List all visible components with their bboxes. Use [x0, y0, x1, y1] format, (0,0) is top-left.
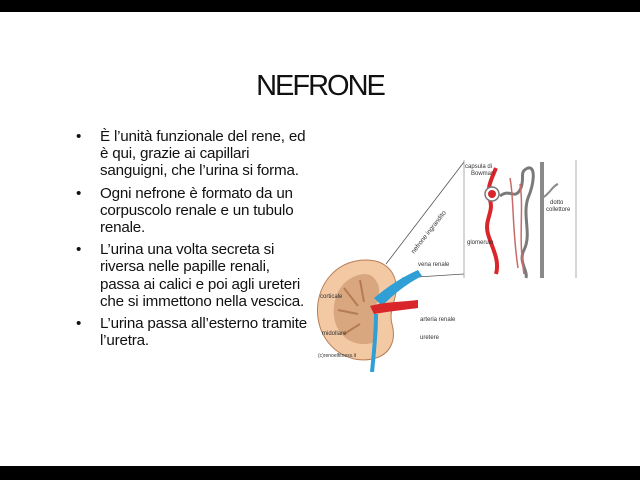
bullet-item — [76, 185, 308, 237]
collecting-duct-branch — [542, 184, 558, 198]
bullet-text: Ogni nefrone è formato da un corpuscolo renale e un tubulo renale. — [100, 184, 294, 237]
slide — [0, 12, 640, 466]
capillary — [510, 178, 518, 268]
afferent-artery — [487, 168, 497, 274]
bullet-text: L’urina passa all’esterno tramite l’uretra. — [100, 315, 307, 350]
bullet-dot: • — [76, 241, 82, 259]
bullet-dot: • — [76, 315, 82, 333]
label-dotto-1: dotto — [550, 200, 564, 206]
nephron-diagram — [314, 138, 584, 372]
label-vena: vena renale — [418, 262, 450, 268]
label-arteria: arteria renale — [420, 317, 456, 323]
label-capsula-2: Bowman — [471, 171, 495, 177]
bullet-item — [76, 128, 308, 180]
figure-credit: (c)renoelfitness.it — [318, 353, 357, 359]
slide-title: NEFRONE — [256, 70, 384, 102]
label-glomerulo: glomerulo — [467, 240, 494, 246]
bullet-text: È l’unità funzionale del rene, ed è qui, grazie ai capillari sanguigni, che l’urina si forma. — [100, 128, 306, 180]
zoom-line — [386, 162, 464, 264]
bullet-dot: • — [76, 184, 82, 202]
bullet-list — [76, 128, 308, 354]
glomerulus — [488, 190, 496, 198]
bullet-item — [76, 315, 308, 349]
bullet-item — [76, 241, 308, 310]
nephron-enlarged — [485, 162, 558, 278]
label-midollare: midollare — [322, 331, 347, 337]
label-dotto-2: collettore — [546, 207, 571, 213]
label-nefrone: nefrone ingrandito — [410, 209, 448, 256]
label-corticale: corticale — [320, 294, 343, 300]
bullet-text: L’urina una volta secreta si riversa nelle papille renali, passa ai calici e poi agli ureteri che si immettono nella vescica. — [100, 241, 304, 310]
label-capsula-1: capsula di — [465, 164, 493, 170]
bullet-dot: • — [76, 128, 82, 145]
label-uretere: uretere — [420, 335, 440, 341]
